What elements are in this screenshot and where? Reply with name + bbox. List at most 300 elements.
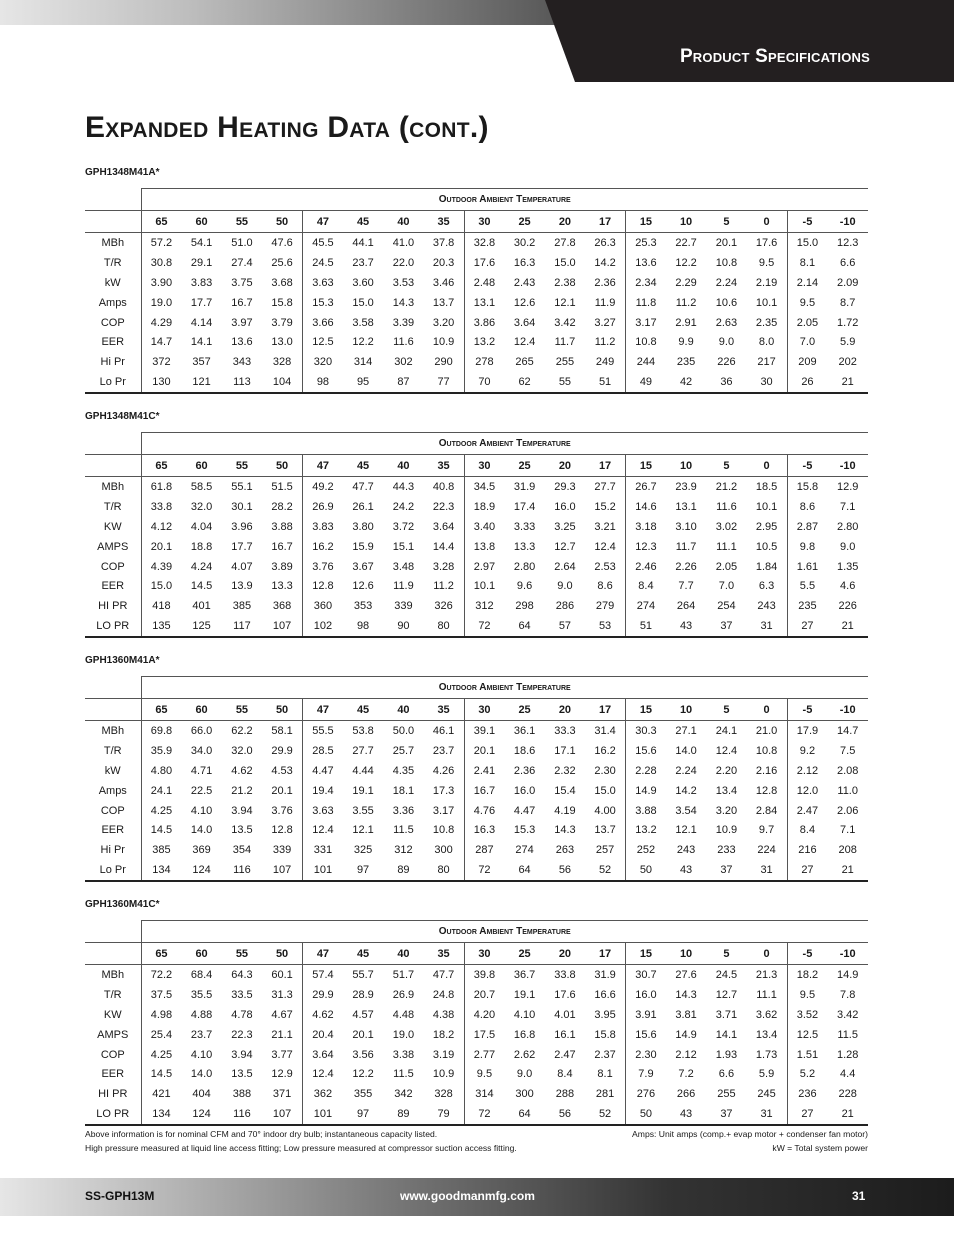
temperature-column-header: 47 <box>303 699 343 721</box>
row-label: COP <box>100 1048 125 1061</box>
model-label: GPH1360M41C* <box>85 899 160 910</box>
table-cell: 23.7 <box>352 256 374 269</box>
table-cell: 15.0 <box>352 296 374 309</box>
table-cell: 7.8 <box>840 988 856 1001</box>
table-cell: 4.62 <box>303 1005 343 1025</box>
table-cell: 5.5 <box>787 576 827 596</box>
table-cell: 28.9 <box>352 988 374 1001</box>
table-cell: 353 <box>353 600 373 613</box>
table-cell: 4.39 <box>141 557 181 577</box>
table-cell: 9.0 <box>840 540 856 553</box>
temperature-column-header: 65 <box>141 455 181 477</box>
table-cell: 54.1 <box>190 236 213 249</box>
table-cell: 264 <box>676 600 696 613</box>
table-cell: 29.9 <box>271 744 293 757</box>
table-cell: 12.4 <box>513 336 536 349</box>
temperature-column-header: 25 <box>504 211 544 233</box>
table-cell: 2.41 <box>464 761 504 781</box>
table-row <box>85 372 868 393</box>
table-cell: 15.1 <box>392 540 415 553</box>
table-cell: 124 <box>181 1104 221 1125</box>
table-cell: 10.1 <box>755 500 778 513</box>
header-spacer <box>85 943 141 965</box>
table-cell: 4.25 <box>141 801 181 821</box>
table-cell: 12.5 <box>303 332 343 352</box>
table-cell: 36.1 <box>513 724 536 737</box>
table-cell: 354 <box>232 844 252 857</box>
table-cell: 13.4 <box>715 784 738 797</box>
table-cell: 50 <box>626 860 666 881</box>
table-cell: 15.0 <box>141 576 181 596</box>
table-cell: 8.4 <box>626 576 666 596</box>
table-cell: 30.3 <box>626 721 666 741</box>
table-cell: 312 <box>394 844 413 857</box>
table-cell: 3.88 <box>626 801 666 821</box>
table-cell: 17.3 <box>432 784 455 797</box>
row-label: Lo Pr <box>85 372 141 393</box>
table-cell: 10.5 <box>755 540 778 553</box>
table-cell: 64 <box>504 1104 544 1125</box>
table-cell: 339 <box>272 844 292 857</box>
table-cell: 12.1 <box>554 296 576 309</box>
table-cell: 32.8 <box>464 233 504 253</box>
table-cell: 216 <box>787 840 827 860</box>
table-cell: 6.3 <box>758 580 775 593</box>
table-cell: 255 <box>717 1088 736 1101</box>
table-cell: 8.6 <box>787 497 827 517</box>
temperature-column-header: -10 <box>827 455 868 477</box>
table-cell: 26.3 <box>594 236 616 249</box>
table-cell: 47.7 <box>432 968 455 981</box>
table-cell: 3.58 <box>352 316 374 329</box>
table-cell: 372 <box>141 352 181 372</box>
row-label: HI PR <box>98 600 128 613</box>
header-spacer <box>85 433 141 455</box>
table-cell: 11.9 <box>594 296 616 309</box>
table-cell: 4.88 <box>190 1008 213 1021</box>
table-row <box>85 840 868 860</box>
table-cell: 21.1 <box>271 1028 293 1041</box>
table-cell: 4.10 <box>190 1048 213 1061</box>
table-cell: 36.7 <box>513 968 536 981</box>
table-cell: 255 <box>555 356 575 369</box>
table-cell: 8.6 <box>597 580 613 593</box>
table-cell: 12.3 <box>836 236 859 249</box>
table-cell: 11.1 <box>756 988 777 1001</box>
table-cell: 30 <box>747 372 787 393</box>
temperature-column-header: -10 <box>827 699 868 721</box>
table-cell: 23.9 <box>675 480 697 493</box>
table-cell: 26.7 <box>626 477 666 497</box>
table-cell: 6.6 <box>840 256 856 269</box>
table-cell: 47.6 <box>271 236 293 249</box>
table-cell: 27 <box>787 1104 827 1125</box>
table-cell: 3.96 <box>231 520 253 533</box>
table-cell: 2.97 <box>464 557 504 577</box>
table-cell: 371 <box>272 1088 292 1101</box>
table-cell: 27 <box>787 860 827 881</box>
table-cell: 11.5 <box>393 824 414 837</box>
temperature-column-header: -10 <box>827 211 868 233</box>
table-cell: 2.16 <box>755 764 778 777</box>
table-cell: 35.9 <box>141 741 181 761</box>
table-cell: 3.64 <box>432 520 455 533</box>
table-cell: 3.17 <box>432 804 455 817</box>
table-cell: 117 <box>222 616 262 637</box>
table-cell: 51.0 <box>231 236 253 249</box>
table-cell: 30.8 <box>141 253 181 273</box>
table-cell: 12.7 <box>715 988 738 1001</box>
table-cell: 3.64 <box>513 316 536 329</box>
table-row <box>85 616 868 637</box>
row-label: Lo Pr <box>85 860 141 881</box>
table-cell: 98 <box>343 616 383 637</box>
table-cell: 14.9 <box>675 1028 697 1041</box>
temperature-column-header: 47 <box>303 455 343 477</box>
table-cell: 3.20 <box>715 804 738 817</box>
table-cell: 2.36 <box>594 276 616 289</box>
table-cell: 274 <box>626 596 666 616</box>
table-cell: 16.2 <box>594 744 616 757</box>
table-cell: 16.7 <box>271 540 293 553</box>
table-cell: 2.05 <box>715 560 738 573</box>
table-cell: 16.3 <box>464 820 504 840</box>
table-cell: 43 <box>666 860 706 881</box>
table-cell: 26.9 <box>392 988 415 1001</box>
table-cell: 135 <box>141 616 181 637</box>
row-label: kW <box>104 276 121 289</box>
table-cell: 16.0 <box>554 500 576 513</box>
table-cell: 72 <box>464 616 504 637</box>
table-cell: 3.75 <box>231 276 253 289</box>
table-cell: 2.38 <box>554 276 576 289</box>
table-cell: 14.2 <box>675 784 697 797</box>
table-cell: 13.5 <box>231 824 253 837</box>
table-cell: 235 <box>676 356 696 369</box>
table-cell: 4.71 <box>190 764 213 777</box>
table-cell: 11.2 <box>433 580 454 593</box>
table-cell: 263 <box>555 844 575 857</box>
table-cell: 3.18 <box>626 517 666 537</box>
table-cell: 243 <box>757 600 776 613</box>
table-cell: 5.9 <box>758 1068 775 1081</box>
table-row <box>85 576 868 596</box>
table-cell: 47.7 <box>352 480 374 493</box>
table-cell: 265 <box>515 356 534 369</box>
table-cell: 4.76 <box>464 801 504 821</box>
table-cell: 80 <box>424 616 464 637</box>
table-cell: 17.6 <box>554 988 576 1001</box>
table-row <box>85 1005 868 1025</box>
table-cell: 51 <box>626 616 666 637</box>
table-row <box>85 860 868 881</box>
table-cell: 37.8 <box>432 236 455 249</box>
table-cell: 4.80 <box>141 761 181 781</box>
temperature-column-header: 15 <box>626 455 666 477</box>
table-cell: 27.4 <box>231 256 253 269</box>
table-cell: 331 <box>303 840 343 860</box>
table-row <box>85 820 868 840</box>
table-cell: 14.3 <box>675 988 697 1001</box>
table-cell: 2.24 <box>715 276 738 289</box>
temperature-column-header: 0 <box>747 943 787 965</box>
table-cell: 274 <box>515 844 534 857</box>
table-cell: 33.8 <box>554 968 576 981</box>
table-cell: 3.52 <box>787 1005 827 1025</box>
row-label: kW <box>104 764 121 777</box>
table-cell: 13.4 <box>755 1028 778 1041</box>
temperature-column-header: -5 <box>787 211 827 233</box>
temperature-column-header: 35 <box>424 455 464 477</box>
table-cell: 116 <box>222 1104 262 1125</box>
table-cell: 15.0 <box>787 233 827 253</box>
table-cell: 12.6 <box>352 580 374 593</box>
table-cell: 20.4 <box>303 1025 343 1045</box>
heating-data-table <box>85 920 868 1126</box>
table-cell: 1.72 <box>836 316 859 329</box>
table-cell: 35.5 <box>190 988 213 1001</box>
table-row <box>85 781 868 801</box>
table-cell: 18.2 <box>787 965 827 985</box>
table-cell: 10.6 <box>715 296 738 309</box>
table-cell: 12.5 <box>787 1025 827 1045</box>
temperature-column-header: -5 <box>787 943 827 965</box>
table-cell: 33.5 <box>231 988 253 1001</box>
table-cell: 278 <box>464 352 504 372</box>
row-label: T/R <box>103 744 122 757</box>
table-cell: 3.80 <box>352 520 374 533</box>
table-cell: 4.78 <box>231 1008 253 1021</box>
row-label: LO PR <box>85 616 141 637</box>
table-cell: 14.0 <box>190 1068 213 1081</box>
table-cell: 3.67 <box>352 560 374 573</box>
footer-bar <box>0 1178 954 1216</box>
table-cell: 288 <box>555 1088 575 1101</box>
table-cell: 29.1 <box>190 256 213 269</box>
table-cell: 124 <box>181 860 221 881</box>
table-cell: 27.1 <box>675 724 697 737</box>
table-cell: 357 <box>192 356 211 369</box>
table-cell: 72 <box>464 1104 504 1125</box>
table-cell: 3.91 <box>626 1005 666 1025</box>
table-cell: 14.0 <box>675 744 697 757</box>
table-cell: 14.5 <box>141 1064 181 1084</box>
table-cell: 43 <box>666 616 706 637</box>
model-label: GPH1348M41C* <box>85 411 160 422</box>
table-cell: 286 <box>555 600 575 613</box>
row-label: HI PR <box>98 1088 128 1101</box>
table-cell: 2.37 <box>594 1048 616 1061</box>
table-cell: 10.9 <box>432 1068 455 1081</box>
table-cell: 14.5 <box>190 580 213 593</box>
table-cell: 13.3 <box>513 540 536 553</box>
table-cell: 21 <box>827 860 868 881</box>
table-cell: 30.1 <box>231 500 253 513</box>
table-cell: 50.0 <box>392 724 415 737</box>
table-cell: 77 <box>424 372 464 393</box>
table-cell: 320 <box>303 352 343 372</box>
table-cell: 17.4 <box>513 500 536 513</box>
table-cell: 72 <box>464 860 504 881</box>
table-cell: 3.17 <box>626 313 666 333</box>
table-cell: 10.1 <box>464 576 504 596</box>
table-cell: 4.47 <box>513 804 536 817</box>
header-spacer <box>85 699 141 721</box>
row-label: EER <box>101 1068 125 1081</box>
table-cell: 3.62 <box>755 1008 778 1021</box>
table-cell: 12.4 <box>715 744 738 757</box>
temperature-column-header: 65 <box>141 943 181 965</box>
table-cell: 7.9 <box>626 1064 666 1084</box>
table-cell: 281 <box>595 1088 615 1101</box>
temperature-column-header: -10 <box>827 943 868 965</box>
temperature-column-header: 25 <box>504 699 544 721</box>
table-cell: 2.14 <box>787 273 827 293</box>
table-cell: 20.1 <box>352 1028 374 1041</box>
table-cell: 233 <box>717 844 736 857</box>
temperature-column-header: 17 <box>585 211 625 233</box>
table-cell: 33.3 <box>554 724 576 737</box>
temperature-column-header: 60 <box>181 943 221 965</box>
table-cell: 2.24 <box>675 764 697 777</box>
table-cell: 16.0 <box>626 985 666 1005</box>
outdoor-ambient-temperature-header: Outdoor Ambient Temperature <box>141 677 868 699</box>
table-cell: 14.6 <box>626 497 666 517</box>
row-label: EER <box>101 824 125 837</box>
table-cell: 254 <box>717 600 736 613</box>
table-cell: 113 <box>222 372 262 393</box>
temperature-column-header: -5 <box>787 699 827 721</box>
table-cell: 209 <box>787 352 827 372</box>
table-cell: 22.3 <box>432 500 455 513</box>
table-cell: 279 <box>595 600 615 613</box>
table-cell: 13.1 <box>464 293 504 313</box>
table-cell: 56 <box>545 1104 585 1125</box>
heating-data-table <box>85 188 868 394</box>
table-cell: 226 <box>717 356 736 369</box>
table-cell: 2.48 <box>464 273 504 293</box>
table-cell: 4.25 <box>141 1045 181 1065</box>
table-cell: 20.7 <box>464 985 504 1005</box>
table-cell: 3.86 <box>464 313 504 333</box>
table-cell: 49.2 <box>303 477 343 497</box>
table-cell: 21.2 <box>231 784 253 797</box>
table-cell: 43 <box>666 1104 706 1125</box>
table-cell: 3.19 <box>432 1048 455 1061</box>
table-cell: 3.77 <box>271 1048 293 1061</box>
table-cell: 44.3 <box>392 480 415 493</box>
table-cell: 339 <box>394 600 413 613</box>
table-cell: 302 <box>394 356 413 369</box>
temperature-column-header: 25 <box>504 943 544 965</box>
table-cell: 2.06 <box>836 804 859 817</box>
table-cell: 2.46 <box>626 557 666 577</box>
table-cell: 72.2 <box>141 965 181 985</box>
table-cell: 19.0 <box>392 1028 415 1041</box>
table-cell: 20.1 <box>271 784 293 797</box>
table-cell: 20.1 <box>464 741 504 761</box>
table-cell: 249 <box>595 356 615 369</box>
table-cell: 101 <box>303 1104 343 1125</box>
table-cell: 27.8 <box>554 236 576 249</box>
table-cell: 12.4 <box>303 820 343 840</box>
table-cell: 325 <box>353 844 373 857</box>
temperature-column-header: 40 <box>383 455 423 477</box>
table-row <box>85 1025 868 1045</box>
table-cell: 3.79 <box>271 316 293 329</box>
header-spacer <box>85 189 141 211</box>
table-cell: 9.2 <box>787 741 827 761</box>
row-label: EER <box>101 336 125 349</box>
table-cell: 12.1 <box>352 824 374 837</box>
table-cell: 19.1 <box>352 784 374 797</box>
table-cell: 12.4 <box>594 540 616 553</box>
table-cell: 3.63 <box>303 273 343 293</box>
table-cell: 368 <box>272 600 292 613</box>
table-cell: 62.2 <box>231 724 253 737</box>
table-cell: 97 <box>343 860 383 881</box>
table-cell: 79 <box>424 1104 464 1125</box>
row-label: T/R <box>103 500 122 513</box>
table-cell: 31.9 <box>513 480 536 493</box>
table-cell: 3.71 <box>715 1008 738 1021</box>
table-cell: 14.7 <box>141 332 181 352</box>
table-cell: 17.7 <box>231 540 253 553</box>
table-cell: 55 <box>545 372 585 393</box>
table-cell: 4.62 <box>231 764 253 777</box>
page-title: Expanded Heating Data (cont.) <box>85 111 489 144</box>
table-cell: 4.20 <box>464 1005 504 1025</box>
table-cell: 9.0 <box>557 580 573 593</box>
table-cell: 24.2 <box>392 500 415 513</box>
table-cell: 19.0 <box>141 293 181 313</box>
temperature-column-header: 10 <box>666 699 706 721</box>
table-cell: 10.1 <box>755 296 778 309</box>
temperature-column-header: 20 <box>545 699 585 721</box>
table-cell: 11.2 <box>594 336 616 349</box>
table-cell: 37 <box>706 616 746 637</box>
table-cell: 97 <box>343 1104 383 1125</box>
table-cell: 421 <box>141 1084 181 1104</box>
table-cell: 9.5 <box>758 256 775 269</box>
table-cell: 404 <box>192 1088 211 1101</box>
table-cell: 27.7 <box>594 480 616 493</box>
temperature-column-header: 20 <box>545 211 585 233</box>
model-label: GPH1348M41A* <box>85 167 160 178</box>
table-row <box>85 233 868 253</box>
table-cell: 37 <box>706 860 746 881</box>
table-cell: 69.8 <box>141 721 181 741</box>
table-row <box>85 1064 868 1084</box>
row-label: AMPS <box>97 540 129 553</box>
table-cell: 27 <box>787 616 827 637</box>
row-label: COP <box>100 316 125 329</box>
table-cell: 64 <box>504 616 544 637</box>
table-cell: 6.6 <box>718 1068 735 1081</box>
footer-url[interactable]: www.goodmanmfg.com <box>400 1189 535 1203</box>
model-label: GPH1360M41A* <box>85 655 160 666</box>
table-cell: 11.9 <box>393 580 414 593</box>
table-cell: 10.9 <box>432 336 455 349</box>
table-cell: 314 <box>353 356 373 369</box>
table-cell: 61.8 <box>141 477 181 497</box>
table-cell: 2.29 <box>675 276 697 289</box>
temperature-column-header: 55 <box>222 211 262 233</box>
table-cell: 58.1 <box>271 724 293 737</box>
table-cell: 3.94 <box>231 1048 253 1061</box>
table-row <box>85 537 868 557</box>
row-label: EER <box>101 580 125 593</box>
